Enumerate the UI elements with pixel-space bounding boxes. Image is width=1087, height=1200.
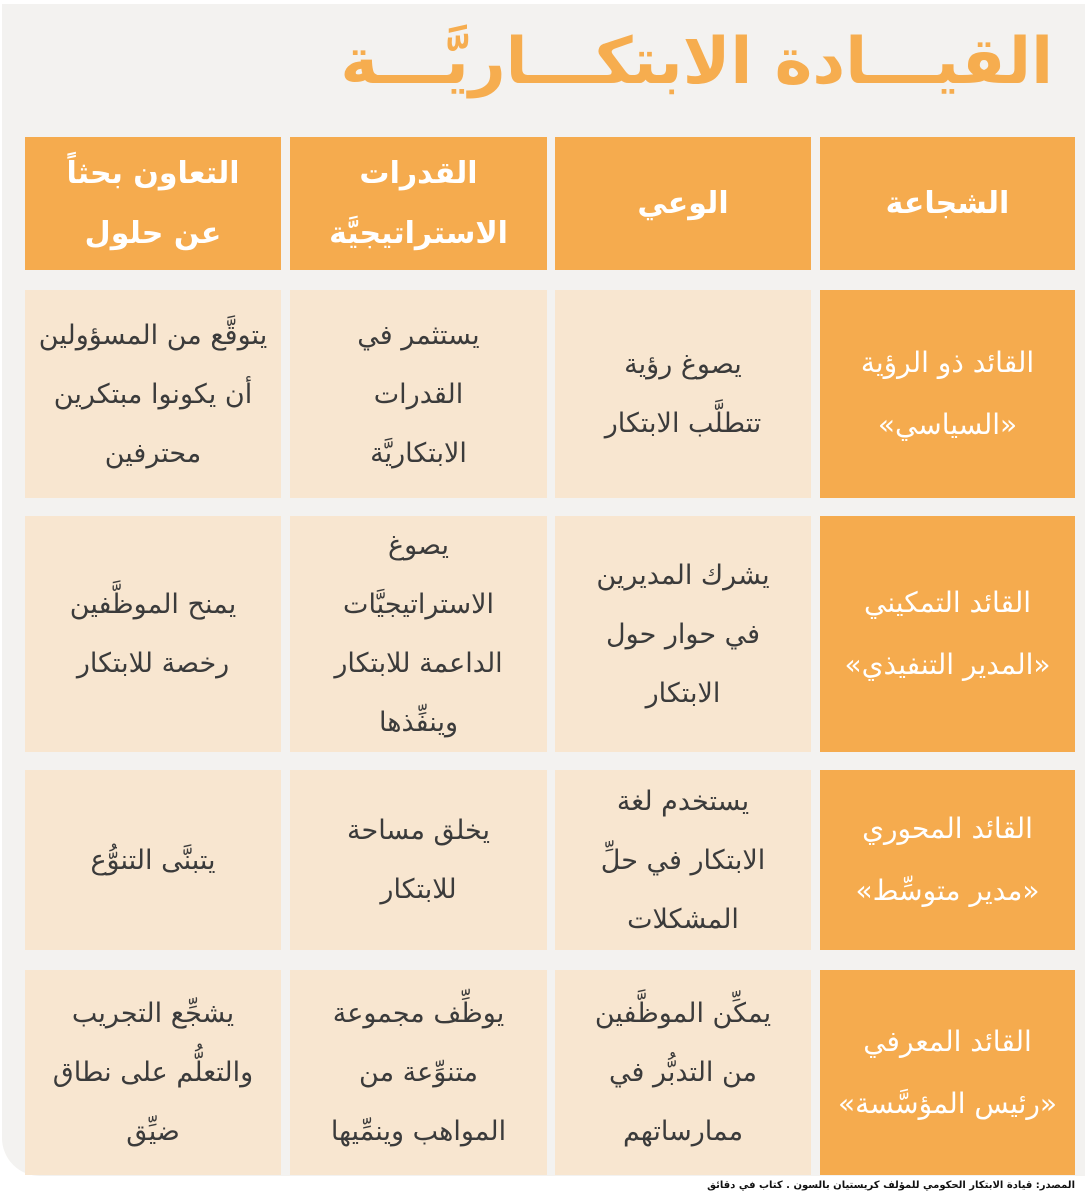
cell-line: «رئيس المؤسَّسة» <box>837 1086 1058 1120</box>
cell-line: يستثمر في <box>357 319 480 351</box>
cell-text <box>844 572 1050 696</box>
cell-line: المشكلات <box>627 903 739 935</box>
cell-line: الداعمة للابتكار <box>334 648 503 679</box>
cell-line: القائد ذو الرؤية <box>860 346 1035 379</box>
table-cell-strategic-capabilities <box>290 770 547 950</box>
cell-line: محترفين <box>104 437 202 469</box>
cell-line: ضيِّق <box>126 1116 180 1147</box>
cell-line: متنوِّعة من <box>359 1057 478 1088</box>
cell-line: عن حلول <box>84 215 222 251</box>
header-strategic-capabilities <box>290 137 547 270</box>
cell-text <box>601 772 765 949</box>
cell-line: يمنح الموظَّفين <box>69 589 237 620</box>
cell-line: القائد المحوري <box>862 812 1033 845</box>
cell-line: للابتكار <box>380 874 457 905</box>
cell-line: يمكِّن الموظَّفين <box>594 998 772 1029</box>
cell-text <box>39 306 267 483</box>
cell-line: تتطلَّب الابتكار <box>604 408 762 439</box>
cell-line: في حوار حول <box>606 618 761 650</box>
table-cell-awareness <box>555 290 811 498</box>
cell-text <box>331 984 506 1161</box>
cell-line: الاستراتيجيَّات <box>343 589 494 620</box>
cell-text <box>855 798 1039 922</box>
cell-line: يشجِّع التجريب <box>71 998 235 1029</box>
cell-text <box>329 144 508 264</box>
cell-line: الابتكار في حلِّ <box>600 844 766 876</box>
cell-line: يتوقَّع من المسؤولين <box>38 319 268 351</box>
table-cell-collaboration <box>25 770 281 950</box>
cell-line: الوعي <box>637 185 729 221</box>
table-cell-strategic-capabilities <box>290 290 547 498</box>
cell-text <box>886 174 1010 234</box>
table-cell-strategic-capabilities <box>290 516 547 752</box>
header-awareness <box>555 137 811 270</box>
cell-line: القائد المعرفي <box>863 1024 1032 1058</box>
cell-line: والتعلُّم على نطاق <box>52 1057 254 1088</box>
cell-line: يستخدم لغة <box>616 785 750 817</box>
cell-text <box>861 332 1034 456</box>
cell-line: القائد التمكيني <box>863 586 1032 619</box>
cell-line: وينفِّذها <box>379 707 458 738</box>
table-cell-awareness <box>555 770 811 950</box>
cell-line: أن يكونوا مبتكرين <box>53 378 253 410</box>
cell-text <box>596 546 769 723</box>
row-label-1 <box>820 290 1075 498</box>
row-label-3 <box>820 770 1075 950</box>
table-cell-collaboration <box>25 516 281 752</box>
cell-text <box>334 516 502 752</box>
cell-line: «السياسي» <box>877 408 1018 441</box>
cell-line: يخلق مساحة <box>347 815 490 846</box>
cell-line: القدرات <box>359 155 478 191</box>
cell-text <box>605 335 762 453</box>
cell-line: التعاون بحثاً <box>66 155 240 191</box>
cell-text <box>53 984 253 1161</box>
table-cell-strategic-capabilities <box>290 970 547 1175</box>
cell-line: ممارساتهم <box>622 1116 744 1147</box>
cell-text <box>595 984 771 1161</box>
table-cell-awareness <box>555 970 811 1175</box>
cell-line: يشرك المديرين <box>596 559 770 591</box>
cell-line: الشجاعة <box>885 185 1010 221</box>
table-cell-awareness <box>555 516 811 752</box>
cell-line: الاستراتيجيَّة <box>329 215 508 251</box>
page-title: القيـــادة الابتكـــاريَّـــة <box>340 25 1053 99</box>
cell-line: المواهب وينمِّيها <box>330 1116 507 1147</box>
cell-line: يوظِّف مجموعة <box>332 998 505 1029</box>
cell-line: من التدبُّر في <box>608 1057 758 1088</box>
header-courage <box>820 137 1075 270</box>
cell-text <box>357 306 479 483</box>
cell-line: الابتكار <box>645 677 721 709</box>
cell-line: «مدير متوسِّط» <box>855 874 1040 907</box>
table-cell-collaboration <box>25 970 281 1175</box>
row-label-2 <box>820 516 1075 752</box>
table-cell-collaboration <box>25 290 281 498</box>
cell-text <box>838 1011 1057 1135</box>
cell-line: يصوغ <box>388 530 449 561</box>
cell-text <box>70 575 236 693</box>
cell-line: القدرات <box>373 378 464 410</box>
header-collaboration <box>25 137 281 270</box>
cell-line: «المدير التنفيذي» <box>844 648 1051 681</box>
cell-line: يصوغ رؤية <box>624 349 742 380</box>
cell-text <box>347 801 490 919</box>
cell-line: الابتكاريَّة <box>370 437 467 469</box>
cell-line: يتبنَّى التنوُّع <box>90 844 216 876</box>
source-credit: المصدر: قيادة الابتكار الحكومي للمؤلف كريستيان بالسون . كتاب في دقائق <box>707 1180 1075 1191</box>
row-label-4 <box>820 970 1075 1175</box>
cell-text <box>66 144 239 264</box>
cell-text <box>637 174 728 234</box>
cell-text <box>90 831 215 890</box>
cell-line: رخصة للابتكار <box>76 648 230 679</box>
